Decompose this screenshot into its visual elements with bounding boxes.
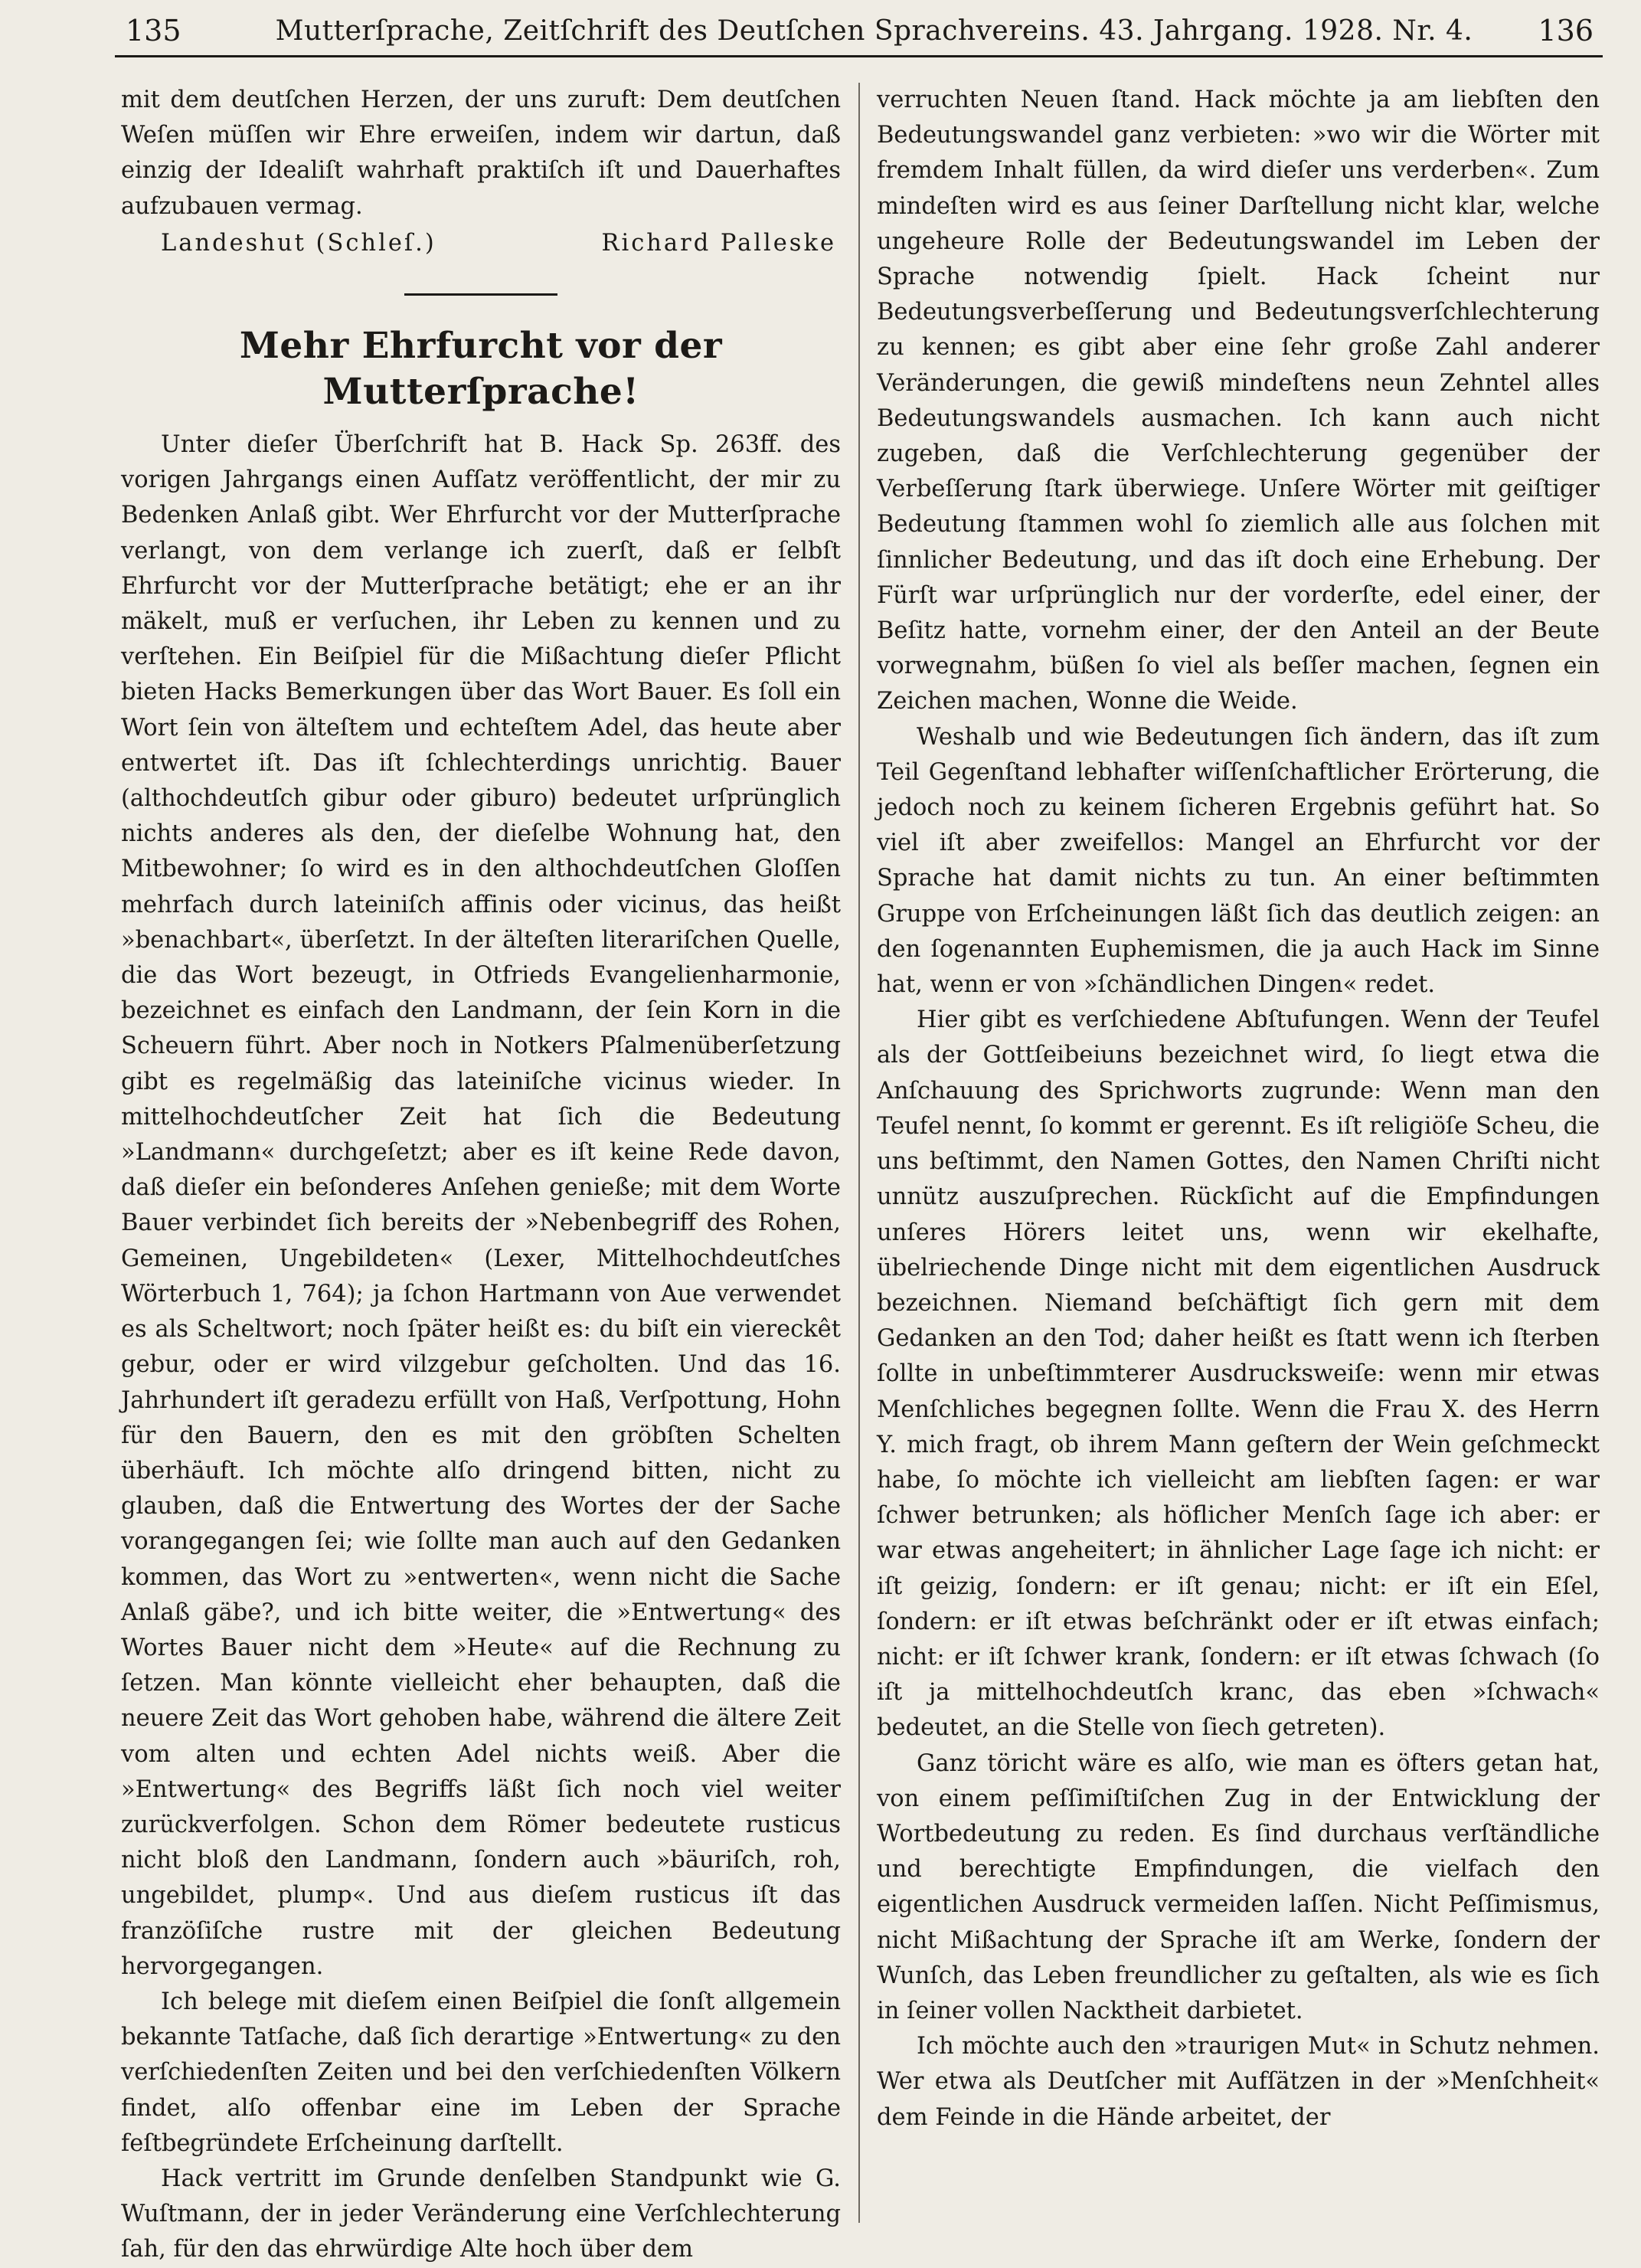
article-title: Mehr Ehrfurcht vor der Mutterſprache! xyxy=(239,325,723,414)
paragraph: Hack vertritt im Grunde denſelben Standpunkt wie G. Wuſtmann, der in jeder Veränderung eine Verſchlechterung ſah, für den das ehrwürdige Alte hoch über dem xyxy=(121,2165,841,2263)
page-number-right: 136 xyxy=(1538,14,1594,47)
signature-name: Richard Palleske xyxy=(601,229,836,257)
section-divider xyxy=(404,293,557,296)
paragraph: Unter dieſer Überſchrift hat B. Hack Sp. 263ff. des vorigen Jahrgangs einen Aufſatz veröffentlicht, der mir zu Bedenken Anlaß gibt. Wer Ehrfurcht vor der Mutterſprache verlangt, von dem verlange ich zuerſt, daß er ſelbſt Ehrfurcht vor der Mutterſprache betätigt; ehe er an ihr mäkelt, muß er verſuchen, ihr Leben zu kennen und zu verſtehen. Ein Beiſpiel für die Mißachtung dieſer Pflicht bieten Hacks Bemerkungen über das Wort Bauer. Es ſoll ein Wort ſein von älteſtem und echteſtem Adel, das heute aber entwertet iſt. Das iſt ſchlechterdings unrichtig. Bauer (althochdeutſch gibur oder giburo) bedeutet urſprünglich nichts anderes als den, der dieſelbe Wohnung hat, den Mitbewohner; ſo wird es in den althochdeutſchen Gloſſen mehrfach durch lateiniſch affinis oder vicinus, das heißt »benachbart«, überſetzt. In der älteſten literariſchen Quelle, die das Wort bezeugt, in Otfrieds Evangelienharmonie, bezeichnet es einfach den Landmann, der ſein Korn in die Scheuern führt. Aber noch in Notkers Pſalmenüberſetzung gibt es regelmäßig das lateiniſche vicinus wieder. In mittelhochdeutſcher Zeit hat ſich die Bedeutung »Landmann« durchgeſetzt; aber es iſt keine Rede davon, daß dieſer ein beſonderes Anſehen genieße; mit dem Worte Bauer verbindet ſich bereits der »Nebenbegriff des Rohen, Gemeinen, Ungebildeten« (Lexer, Mittelhochdeutſches Wörterbuch 1, 764); ja ſchon Hartmann von Aue verwendet es als Scheltwort; noch ſpäter heißt es: du biſt ein viereckêt gebur, oder er wird vilzgebur geſcholten. Und das 16. Jahrhundert iſt geradezu erfüllt von Haß, Verſpottung, Hohn für den Bauern, den es mit den gröbſten Schelten überhäuft. Ich möchte alſo dringend bitten, nicht zu glauben, daß die Entwertung des Wortes der der Sache vorangegangen ſei; wie ſollte man auch auf den Gedanken kommen, das Wort zu »entwerten«, wenn nicht die Sache Anlaß gäbe?, und ich bitte weiter, die »Entwertung« des Wortes Bauer nicht dem »Heute« auf die Rechnung zu ſetzen. Man könnte vielleicht eher behaupten, daß die neuere Zeit das Wort gehoben habe, während die ältere Zeit vom alten und echten Adel nichts weiß. Aber die »Entwertung« des Begriffs läßt ſich noch viel weiter zurückverfolgen. Schon dem Römer bedeutete rusticus nicht bloß den Landmann, ſondern auch »bäuriſch, roh, ungebildet, plump«. Und aus dieſem rusticus iſt das franzöſiſche rustre mit der gleichen Bedeutung hervorgegangen. xyxy=(121,431,841,1980)
paragraph: Weshalb und wie Bedeutungen ſich ändern, das iſt zum Teil Gegenſtand lebhafter wiſſenſchaftlicher Erörterung, die jedoch noch zu keinem ſicheren Ergebnis geführt hat. So viel iſt aber zweifellos: Mangel an Ehrfurcht vor der Sprache hat damit nichts zu tun. An einer beſtimmten Gruppe von Erſcheinungen läßt ſich das deutlich zeigen: an den ſogenannten Euphemismen, die ja auch Hack im Sinne hat, wenn er von »ſchändlichen Dingen« redet. xyxy=(877,723,1600,999)
journal-title: Mutterſprache, Zeitſchrift des Deutſchen Sprachvereins. 43. Jahrgang. 1928. Nr. 4. xyxy=(275,15,1473,47)
signature-place: Landeshut (Schleſ.) xyxy=(161,229,436,257)
page-number-left: 135 xyxy=(126,14,181,47)
signature xyxy=(121,226,841,261)
paragraph: mit dem deutſchen Herzen, der uns zuruft: Dem deutſchen Weſen müſſen wir Ehre erweiſen, indem wir dartun, daß einzig der Idealiſt wahrhaft praktiſch iſt und Dauerhaftes aufzubauen vermag. xyxy=(121,87,841,220)
paragraph: verruchten Neuen ſtand. Hack möchte ja am liebſten den Bedeutungswandel ganz verbieten: »wo wir die Wörter mit fremdem Inhalt füllen, da wird dieſer uns verderben«. Zum mindeſten wird es aus ſeiner Darſtellung nicht klar, welche ungeheure Rolle der Bedeutungswandel im Leben der Sprache notwendig ſpielt. Hack ſcheint nur Bedeutungsverbeſſerung und Bedeutungsverſchlechterung zu kennen; es gibt aber eine ſehr große Zahl anderer Veränderungen, die gewiß mindeſtens neun Zehntel alles Bedeutungswandels ausmachen. Ich kann auch nicht zugeben, daß die Verſchlechterung gegenüber der Verbeſſerung ſtark überwiege. Unſere Wörter mit geiſtiger Bedeutung ſtammen wohl ſo ziemlich alle aus ſolchen mit ſinnlicher Bedeutung, und das iſt doch eine Erhebung. Der Fürſt war urſprünglich nur der vorderſte, edel einer, der Beſitz hatte, vornehm einer, der den Anteil an der Beute vorwegnahm, büßen ſo viel als beſſer machen, ſegnen ein Zeichen machen, Wonne die Weide. xyxy=(877,87,1600,715)
running-header xyxy=(115,9,1603,57)
paragraph: Ich möchte auch den »traurigen Mut« in Schutz nehmen. Wer etwa als Deutſcher mit Aufſätzen in der »Menſchheit« dem Feinde in die Hände arbeitet, der xyxy=(877,2033,1600,2131)
left-column xyxy=(121,83,841,2263)
column-rule xyxy=(858,83,860,2223)
paragraph: Ich belege mit dieſem einen Beiſpiel die ſonſt allgemein bekannte Tatſache, daß ſich derartige »Entwertung« zu den verſchiedenſten Zeiten und bei den verſchiedenſten Völkern findet, alſo offenbar eine im Leben der Sprache feſtbegründete Erſcheinung darſtellt. xyxy=(121,1988,841,2157)
paragraph: Hier gibt es verſchiedene Abſtufungen. Wenn der Teufel als der Gottſeibeiuns bezeichnet wird, ſo liegt etwa die Anſchauung des Sprichworts zugrunde: Wenn man den Teufel nennt, ſo kommt er gerennt. Es iſt religiöſe Scheu, die uns beſtimmt, den Namen Gottes, den Namen Chriſti nicht unnütz auszuſprechen. Rückſicht auf die Empfindungen unſeres Hörers leitet uns, wenn wir ekelhafte, übelriechende Dinge nicht mit dem eigentlichen Ausdruck bezeichnen. Niemand beſchäftigt ſich gern mit dem Gedanken an den Tod; daher heißt es ſtatt wenn ich ſterben ſollte in unbeſtimmterer Ausdrucksweiſe: wenn mir etwas Menſchliches begegnen ſollte. Wenn die Frau X. des Herrn Y. mich fragt, ob ihrem Mann geſtern der Wein geſchmeckt habe, ſo möchte ich vielleicht am liebſten ſagen: er war ſchwer betrunken; als höflicher Menſch ſage ich aber: er war etwas angeheitert; in ähnlicher Lage ſage ich nicht: er iſt geizig, ſondern: er iſt genau; nicht: er iſt ein Eſel, ſondern: er iſt etwas beſchränkt oder er iſt etwas einfach; nicht: er iſt ſchwer krank, ſondern: er iſt etwas ſchwach (ſo iſt ja mittelhochdeutſch kranc, das eben »ſchwach« bedeutet, an die Stelle von ſiech getreten). xyxy=(877,1006,1600,1742)
right-column xyxy=(877,83,1600,2229)
paragraph: Ganz töricht wäre es alſo, wie man es öfters getan hat, von einem peſſimiſtiſchen Zug in der Entwicklung der Wortbedeutung zu reden. Es ſind durchaus verſtändliche und berechtigte Empfindungen, die vielfach den eigentlichen Ausdruck vermeiden laſſen. Nicht Peſſimismus, nicht Mißachtung der Sprache iſt am Werke, ſondern der Wunſch, das Leben freundlicher zu geſtalten, als wie es ſich in ſeiner vollen Nacktheit darbietet. xyxy=(877,1749,1600,2024)
